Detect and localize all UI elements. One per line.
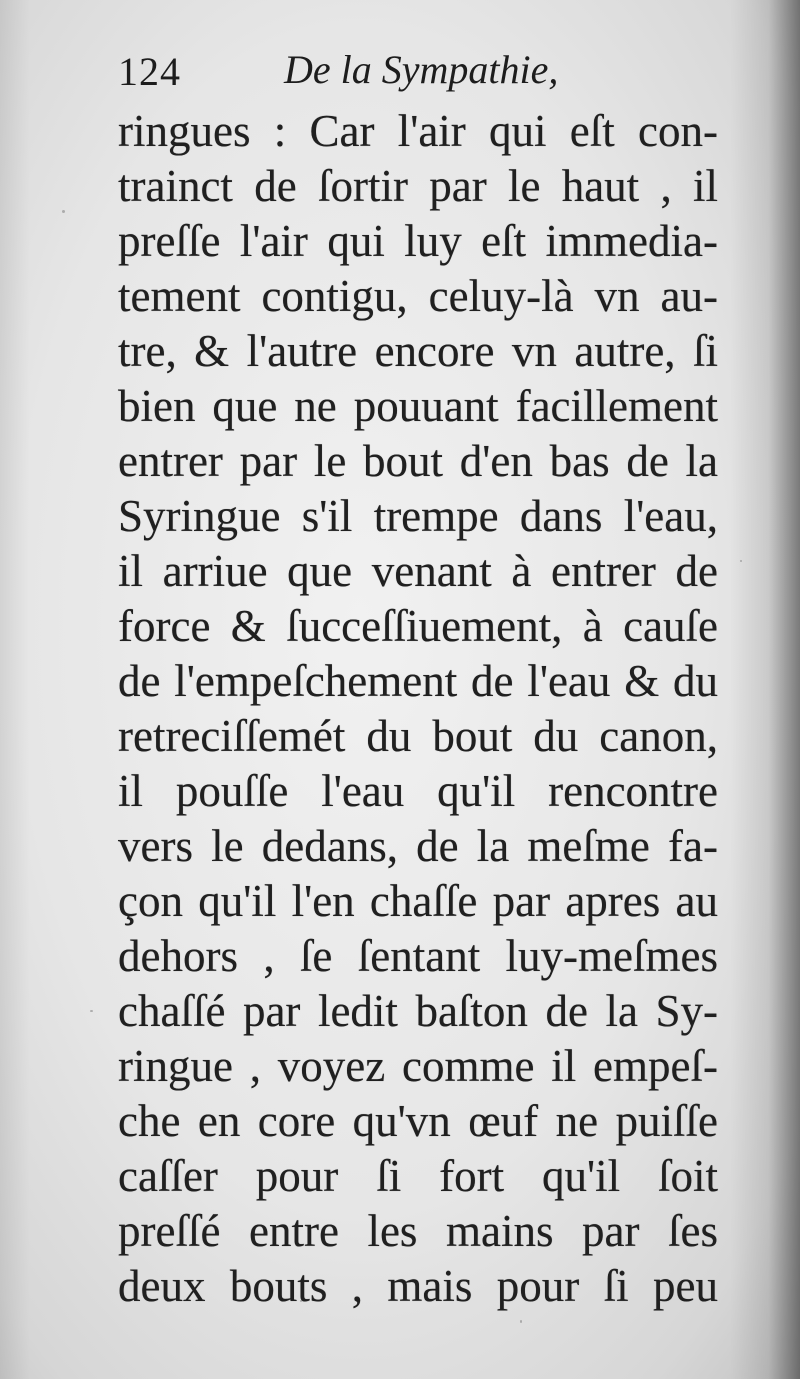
running-title: De la Sympathie, <box>284 47 559 92</box>
text-line: tre, & l'autre encore vn autre, ſi <box>118 326 718 376</box>
text-line: de l'empeſchement de l'eau & du <box>118 656 718 706</box>
text-line: vers le dedans, de la meſme fa- <box>118 821 718 871</box>
paper-speck <box>520 1320 522 1323</box>
text-line: preſſe l'air qui luy eſt immedia- <box>118 216 718 266</box>
text-line: ringue , voyez comme il empeſ- <box>118 1041 718 1091</box>
text-line: caſſer pour ſi fort qu'il ſoit <box>118 1151 718 1201</box>
text-line: trainct de ſortir par le haut , il <box>118 161 718 211</box>
text-line: ringues : Car l'air qui eſt con- <box>118 106 718 156</box>
text-line: il arriue que venant à entrer de <box>118 546 718 596</box>
text-line: preſſé entre les mains par ſes <box>118 1206 718 1256</box>
text-line: retreciſſemét du bout du canon, <box>118 711 718 761</box>
paper-speck <box>300 1300 302 1302</box>
text-line: il pouſſe l'eau qu'il rencontre <box>118 766 718 816</box>
text-line: chaſſé par ledit baſton de la Sy- <box>118 986 718 1036</box>
text-line: che en core qu'vn œuf ne puiſſe <box>118 1096 718 1146</box>
text-line: bien que ne pouuant facillement <box>118 381 718 431</box>
page-left-edge-shading <box>0 0 30 1379</box>
text-line: çon qu'il l'en chaſſe par apres au <box>118 876 718 926</box>
text-line: dehors , ſe ſentant luy-meſmes <box>118 931 718 981</box>
page-gutter-shadow <box>730 0 800 1379</box>
text-line: deux bouts , mais pour ſi peu <box>118 1261 718 1311</box>
text-line: entrer par le bout d'en bas de la <box>118 436 718 486</box>
paper-speck <box>740 560 742 562</box>
text-line: force & ſucceſſiuement, à cauſe <box>118 601 718 651</box>
paper-speck <box>90 1010 93 1012</box>
text-line: Syringue s'il trempe dans l'eau, <box>118 491 718 541</box>
paper-speck <box>62 210 65 213</box>
text-line: tement contigu, celuy-là vn au- <box>118 271 718 321</box>
page-number: 124 <box>118 49 181 94</box>
body-text <box>118 104 718 1314</box>
page-header <box>118 46 598 102</box>
